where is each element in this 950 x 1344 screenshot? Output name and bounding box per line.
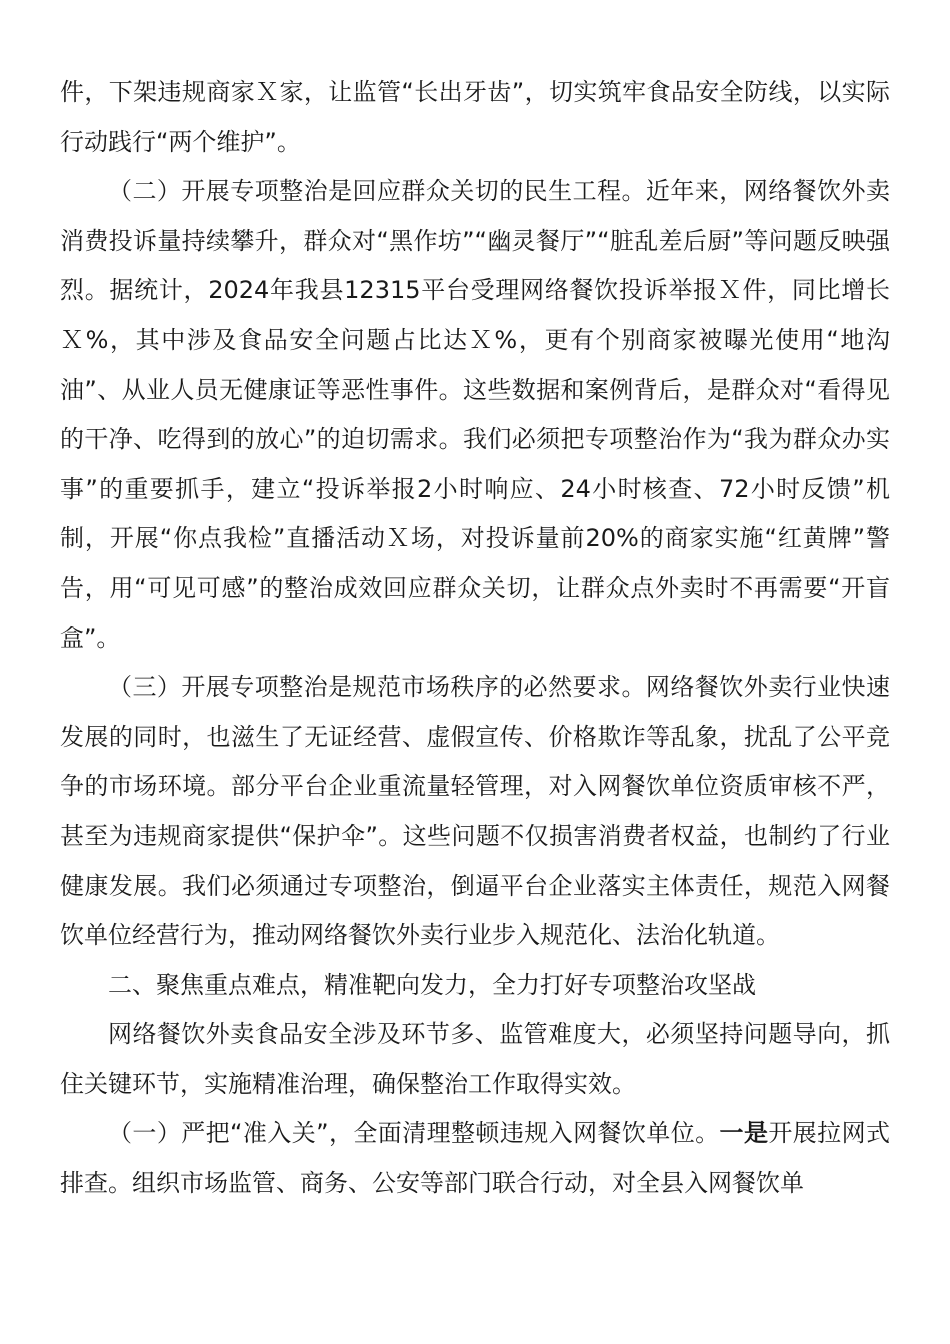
- entry-control-bold-marker: 一是: [719, 1119, 769, 1148]
- document-body: [60, 68, 890, 1209]
- paragraph-continuation: 件，下架违规商家Ｘ家，让监管“长出牙齿”，切实筑牢食品安全防线，以实际行动践行“两个维护”。: [60, 78, 890, 156]
- paragraph-section-3: （三）开展专项整治是规范市场秩序的必然要求。网络餐饮外卖行业快速发展的同时，也滋生了无证经营、虚假宣传、价格欺诈等乱象，扰乱了公平竞争的市场环境。部分平台企业重流量轻管理，对入网餐饮单位资质审核不严，甚至为违规商家提供“保护伞”。这些问题不仅损害消费者权益，也制约了行业健康发展。我们必须通过专项整治，倒逼平台企业落实主体责任，规范入网餐饮单位经营行为，推动网络餐饮外卖行业步入规范化、法治化轨道。: [60, 673, 890, 950]
- paragraph-part-two-intro: 网络餐饮外卖食品安全涉及环节多、监管难度大，必须坚持问题导向，抓住关键环节，实施精准治理，确保整治工作取得实效。: [60, 1020, 890, 1098]
- paragraph-entry-control: [60, 1109, 890, 1208]
- entry-control-lead: （一）严把“准入关”，全面清理整顿违规入网餐饮单位。: [108, 1119, 720, 1148]
- heading-part-two: 二、聚焦重点难点，精准靶向发力，全力打好专项整治攻坚战: [108, 970, 756, 999]
- paragraph-section-2: （二）开展专项整治是回应群众关切的民生工程。近年来，网络餐饮外卖消费投诉量持续攀升，群众对“黑作坊”“幽灵餐厅”“脏乱差后厨”等问题反映强烈。据统计，2024年我县12315平台受理网络餐饮投诉举报Ｘ件，同比增长Ｘ%，其中涉及食品安全问题占比达Ｘ%，更有个别商家被曝光使用“地沟油”、从业人员无健康证等恶性事件。这些数据和案例背后，是群众对“看得见的干净、吃得到的放心”的迫切需求。我们必须把专项整治作为“我为群众办实事”的重要抓手，建立“投诉举报2小时响应、24小时核查、72小时反馈”机制，开展“你点我检”直播活动Ｘ场，对投诉量前20%的商家实施“红黄牌”警告，用“可见可感”的整治成效回应群众关切，让群众点外卖时不再需要“开盲盒”。: [60, 177, 890, 652]
- entry-control-rest: 开展拉网式排查。组织市场监管、商务、公安等部门联合行动，对全县入网餐饮单: [60, 1119, 890, 1198]
